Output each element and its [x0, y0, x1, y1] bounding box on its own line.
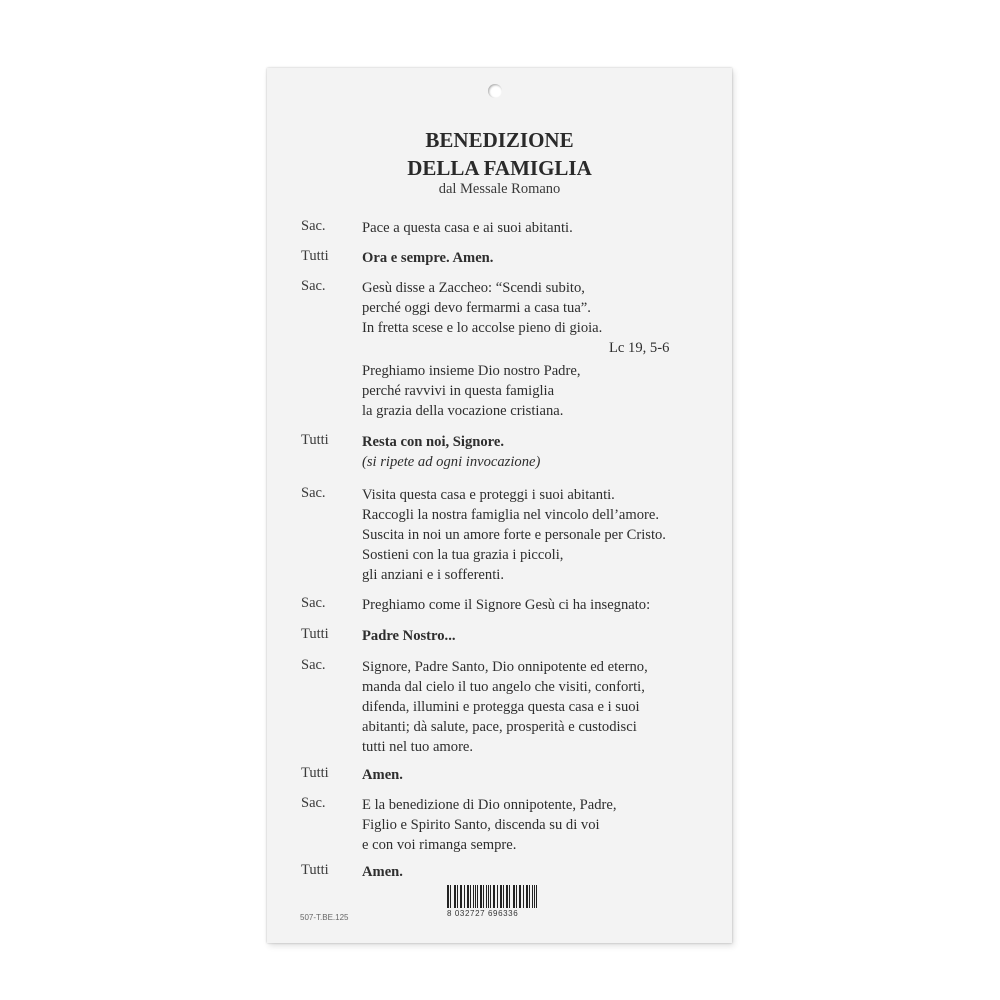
- prayer-line: difenda, illumini e protegga questa casa e i suoi: [362, 699, 640, 715]
- speaker-label: Tutti: [301, 432, 329, 448]
- prayer-line: Preghiamo come il Signore Gesù ci ha insegnato:: [362, 597, 651, 613]
- response-text: [362, 765, 722, 785]
- prayer-line: Amen.: [362, 864, 403, 880]
- prayer-line: Suscita in noi un amore forte e personale per Cristo.: [362, 527, 666, 543]
- prayer-line: manda dal cielo il tuo angelo che visiti, conforti,: [362, 679, 645, 695]
- speaker-label: Sac.: [301, 278, 326, 294]
- speaker-label: Sac.: [301, 218, 326, 234]
- response-text: [362, 626, 722, 646]
- prayer-text: [362, 278, 722, 338]
- prayer-line: perché oggi devo fermarmi a casa tua”.: [362, 300, 591, 316]
- prayer-text: [362, 485, 722, 585]
- prayer-line: Pace a questa casa e ai suoi abitanti.: [362, 220, 573, 236]
- speaker-label: Sac.: [301, 795, 326, 811]
- speaker-label: Sac.: [301, 657, 326, 673]
- prayer-line: Figlio e Spirito Santo, discenda su di voi: [362, 817, 600, 833]
- speaker-label: Sac.: [301, 595, 326, 611]
- prayer-line: Gesù disse a Zaccheo: “Scendi subito,: [362, 280, 585, 296]
- prayer-line: perché ravvivi in questa famiglia: [362, 383, 555, 399]
- prayer-line: Resta con noi, Signore.: [362, 434, 505, 450]
- prayer-line: Visita questa casa e proteggi i suoi abitanti.: [362, 487, 615, 503]
- prayer-line: E la benedizione di Dio onnipotente, Padre,: [362, 797, 617, 813]
- prayer-line: abitanti; dà salute, pace, prosperità e custodisci: [362, 719, 637, 735]
- prayer-card: [267, 68, 732, 943]
- title-line-1: BENEDIZIONE: [425, 128, 574, 152]
- speaker-label: Tutti: [301, 862, 329, 878]
- prayer-line: Preghiamo insieme Dio nostro Padre,: [362, 363, 581, 379]
- prayer-line: e con voi rimanga sempre.: [362, 837, 517, 853]
- barcode-bars: [447, 885, 539, 908]
- scripture-reference: Lc 19, 5-6: [609, 340, 670, 356]
- rubric-note: (si ripete ad ogni invocazione): [362, 454, 541, 470]
- prayer-line: Raccogli la nostra famiglia nel vincolo dell’amore.: [362, 507, 660, 523]
- title-line-2: DELLA FAMIGLIA: [407, 156, 592, 180]
- prayer-line: gli anziani e i sofferenti.: [362, 567, 504, 583]
- prayer-line: Sostieni con la tua grazia i piccoli,: [362, 547, 564, 563]
- speaker-label: Tutti: [301, 248, 329, 264]
- prayer-line: Amen.: [362, 767, 403, 783]
- response-text: [362, 432, 722, 472]
- card-subtitle: dal Messale Romano: [438, 181, 561, 197]
- prayer-text: [362, 595, 722, 615]
- prayer-text: [362, 795, 722, 855]
- prayer-line: Signore, Padre Santo, Dio onnipotente ed eterno,: [362, 659, 648, 675]
- response-text: [362, 248, 722, 268]
- speaker-label: Tutti: [301, 626, 329, 642]
- prayer-line: Ora e sempre. Amen.: [362, 250, 494, 266]
- speaker-label: Sac.: [301, 485, 326, 501]
- card-title: [267, 126, 732, 182]
- prayer-line: Padre Nostro...: [362, 628, 456, 644]
- speaker-label: Tutti: [301, 765, 329, 781]
- barcode-number: 8 032727 696336: [447, 909, 519, 918]
- prayer-text: [362, 657, 722, 757]
- prayer-text: [362, 361, 722, 421]
- prayer-line: In fretta scese e lo accolse pieno di gioia.: [362, 320, 603, 336]
- prayer-line: la grazia della vocazione cristiana.: [362, 403, 564, 419]
- hanging-hole: [488, 84, 502, 98]
- response-text: [362, 862, 722, 882]
- product-code: 507-T.BE.125: [300, 913, 349, 922]
- prayer-line: tutti nel tuo amore.: [362, 739, 474, 755]
- prayer-text: [362, 218, 722, 238]
- barcode: [447, 885, 539, 918]
